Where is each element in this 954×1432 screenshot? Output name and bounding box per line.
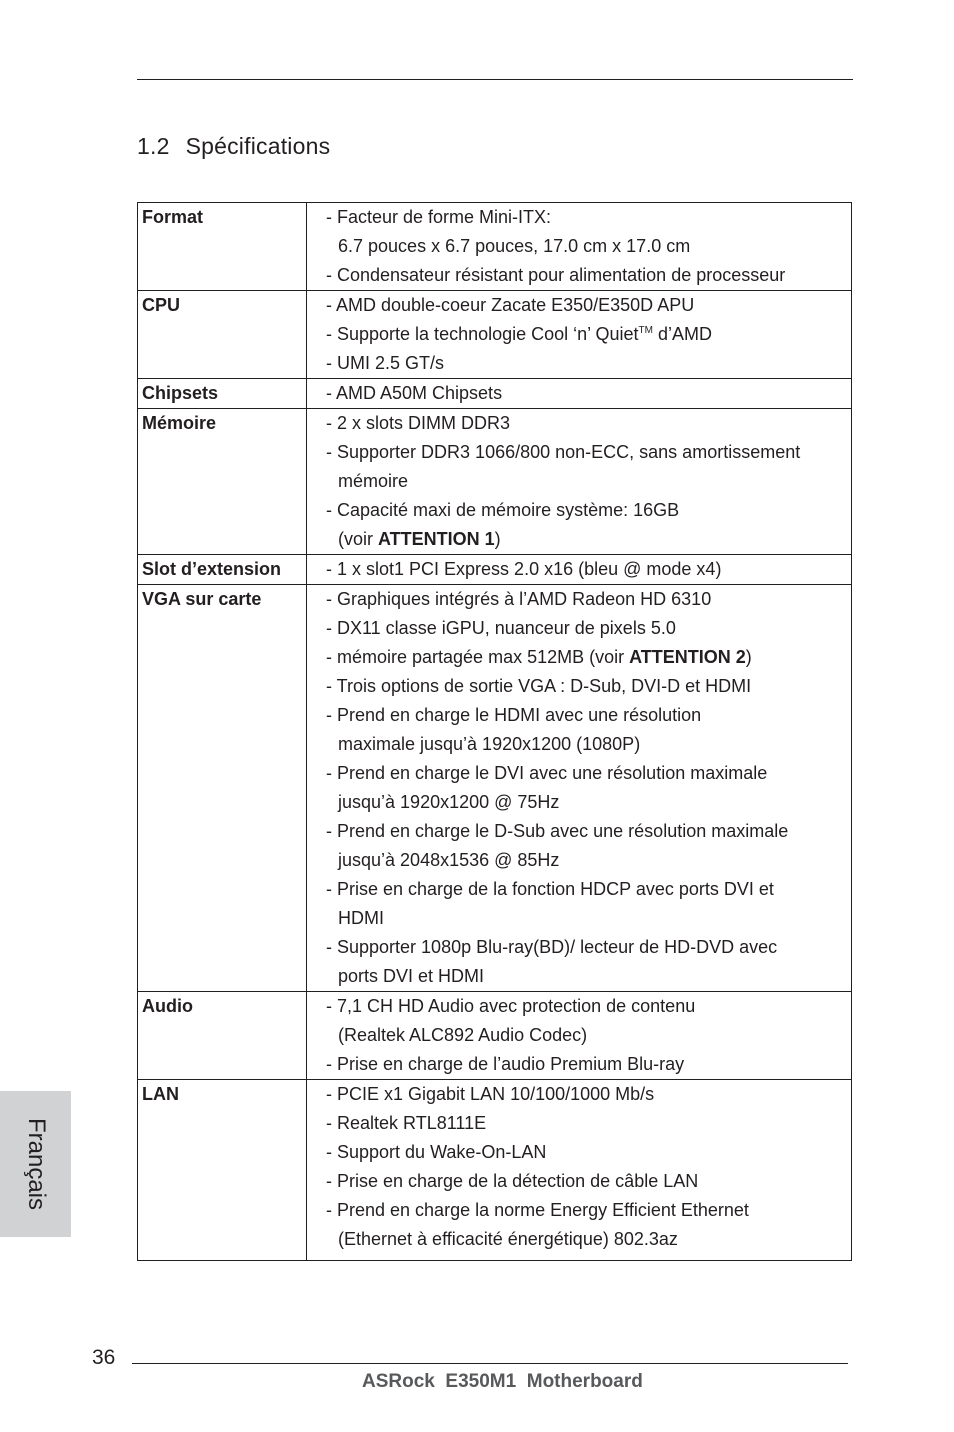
spec-line: - Facteur de forme Mini-ITX: xyxy=(326,207,552,227)
spec-line: - Prise en charge de la détection de câble LAN xyxy=(326,1171,699,1191)
spec-line: - UMI 2.5 GT/s xyxy=(326,353,445,373)
footer-title: ASRock E350M1 Motherboard xyxy=(362,1371,643,1392)
language-tab-label: Français xyxy=(22,1117,50,1211)
spec-table xyxy=(137,202,852,1261)
spec-line: - Supporter 1080p Blu-ray(BD)/ lecteur de HD-DVD avec xyxy=(326,937,778,957)
section-number: 1.2 xyxy=(137,133,170,159)
spec-line: HDMI xyxy=(338,908,384,928)
spec-line: - Prend en charge le HDMI avec une résolution xyxy=(326,705,702,725)
spec-values-audio xyxy=(307,992,852,1080)
language-tab xyxy=(0,1091,71,1237)
spec-values-cpu xyxy=(307,291,852,379)
spec-row-audio xyxy=(138,992,852,1080)
spec-label-format: Format xyxy=(138,203,307,291)
spec-text: ) xyxy=(745,647,752,667)
attention-ref: ATTENTION 2 xyxy=(629,647,746,667)
spec-label-cpu: CPU xyxy=(138,291,307,379)
spec-line xyxy=(326,643,843,672)
spec-line: - Support du Wake-On-LAN xyxy=(326,1142,547,1162)
spec-row-vga xyxy=(138,585,852,992)
spec-line: - Prend en charge la norme Energy Efficient Ethernet xyxy=(326,1200,749,1220)
spec-line: maximale jusqu’à 1920x1200 (1080P) xyxy=(338,734,641,754)
spec-text: - Supporte la technologie Cool ‘n’ Quiet xyxy=(326,324,639,344)
spec-line: - Prend en charge le D-Sub avec une résolution maximale xyxy=(326,821,789,841)
spec-label-chipsets: Chipsets xyxy=(138,379,307,409)
spec-row-chipsets xyxy=(138,379,852,409)
spec-row-cpu xyxy=(138,291,852,379)
spec-values-vga xyxy=(307,585,852,992)
spec-line: - Prise en charge de l’audio Premium Blu-ray xyxy=(326,1054,685,1074)
spec-row-slot xyxy=(138,555,852,585)
spec-line: - 2 x slots DIMM DDR3 xyxy=(326,413,511,433)
bottom-rule xyxy=(132,1363,848,1364)
spec-label-memoire: Mémoire xyxy=(138,409,307,555)
spec-line: mémoire xyxy=(338,471,409,491)
spec-label-vga: VGA sur carte xyxy=(138,585,307,992)
spec-line xyxy=(326,320,843,349)
spec-line: - Condensateur résistant pour alimentation de processeur xyxy=(326,265,786,285)
spec-line: - AMD double-coeur Zacate E350/E350D APU xyxy=(326,295,695,315)
spec-line: - DX11 classe iGPU, nuanceur de pixels 5.0 xyxy=(326,618,676,638)
spec-line: - 7,1 CH HD Audio avec protection de contenu xyxy=(326,996,696,1016)
spec-values-format xyxy=(307,203,852,291)
spec-values-lan xyxy=(307,1080,852,1261)
spec-values-slot xyxy=(307,555,852,585)
spec-label-slot: Slot d’extension xyxy=(138,555,307,585)
section-title: Spécifications xyxy=(185,133,331,159)
spec-text: ) xyxy=(494,529,501,549)
spec-label-lan: LAN xyxy=(138,1080,307,1261)
spec-line: 6.7 pouces x 6.7 pouces, 17.0 cm x 17.0 cm xyxy=(338,236,691,256)
trademark-mark: TM xyxy=(638,325,653,336)
spec-row-memoire xyxy=(138,409,852,555)
spec-line: - Prend en charge le DVI avec une résolution maximale xyxy=(326,763,768,783)
spec-values-memoire xyxy=(307,409,852,555)
spec-line: - Capacité maxi de mémoire système: 16GB xyxy=(326,500,680,520)
spec-values-chipsets xyxy=(307,379,852,409)
spec-row-lan xyxy=(138,1080,852,1261)
spec-line: jusqu’à 1920x1200 @ 75Hz xyxy=(338,792,560,812)
top-rule xyxy=(137,79,853,80)
spec-line: - PCIE x1 Gigabit LAN 10/100/1000 Mb/s xyxy=(326,1084,655,1104)
spec-line: jusqu’à 2048x1536 @ 85Hz xyxy=(338,850,560,870)
spec-text: d’AMD xyxy=(652,324,712,344)
spec-line: - 1 x slot1 PCI Express 2.0 x16 (bleu @ mode x4) xyxy=(326,559,722,579)
spec-line: - Supporter DDR3 1066/800 non-ECC, sans amortissement xyxy=(326,442,801,462)
spec-row-format xyxy=(138,203,852,291)
spec-line: (Ethernet à efficacité énergétique) 802.3az xyxy=(338,1229,678,1249)
spec-line: (Realtek ALC892 Audio Codec) xyxy=(338,1025,588,1045)
spec-line: ports DVI et HDMI xyxy=(338,966,485,986)
spec-line: - Graphiques intégrés à l’AMD Radeon HD 6310 xyxy=(326,589,712,609)
spec-line xyxy=(326,525,843,554)
spec-text: - mémoire partagée max 512MB (voir xyxy=(326,647,630,667)
spec-text: (voir xyxy=(338,529,378,549)
spec-line: - Prise en charge de la fonction HDCP avec ports DVI et xyxy=(326,879,774,899)
attention-ref: ATTENTION 1 xyxy=(378,529,495,549)
spec-line: - Realtek RTL8111E xyxy=(326,1113,487,1133)
spec-line: - Trois options de sortie VGA : D-Sub, DVI-D et HDMI xyxy=(326,676,752,696)
section-heading xyxy=(137,133,330,160)
spec-line: - AMD A50M Chipsets xyxy=(326,383,503,403)
spec-label-audio: Audio xyxy=(138,992,307,1080)
page-number: 36 xyxy=(92,1346,116,1369)
